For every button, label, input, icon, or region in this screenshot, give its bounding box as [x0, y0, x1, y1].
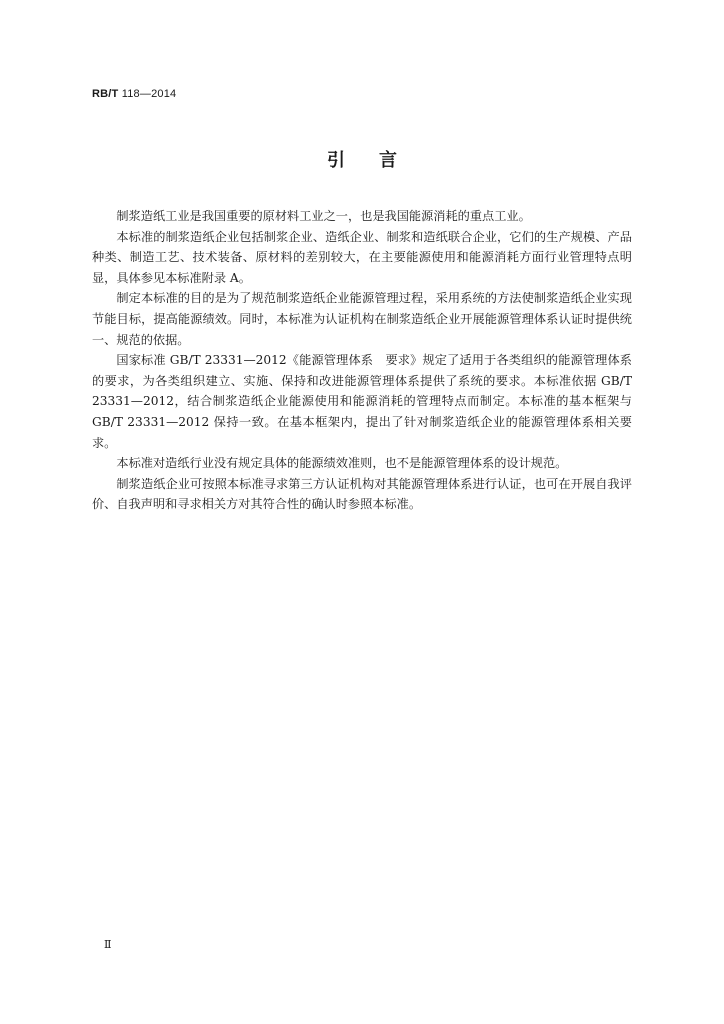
introduction-body	[92, 206, 632, 515]
page-number: Ⅱ	[104, 939, 112, 951]
paragraph-2: 本标准的制浆造纸企业包括制浆企业、造纸企业、制浆和造纸联合企业，它们的生产规模、产品种类、制造工艺、技术装备、原材料的差别较大，在主要能源使用和能源消耗方面行业管理特点明显，具体参见本标准附录 A。	[92, 229, 632, 285]
paragraph-4: 国家标准 GB/T 23331—2012《能源管理体系 要求》规定了适用于各类组织的能源管理体系的要求，为各类组织建立、实施、保持和改进能源管理体系提供了系统的要求。本标准依据 GB/T 23331—2012，结合制浆造纸企业能源使用和能源消耗的管理特点而制定。本标准的基本框架与 GB/T 23331—2012 保持一致。在基本框架内，提出了针对制浆造纸企业的能源管理体系相关要求。	[92, 353, 632, 450]
paragraph-5: 本标准对造纸行业没有规定具体的能源绩效准则，也不是能源管理体系的设计规范。	[116, 456, 568, 471]
paragraph-6: 制浆造纸企业可按照本标准寻求第三方认证机构对其能源管理体系进行认证，也可在开展自我评价、自我声明和寻求相关方对其符合性的确认时参照本标准。	[92, 476, 632, 512]
standard-number: 118—2014	[121, 88, 177, 100]
paragraph-1: 制浆造纸工业是我国重要的原材料工业之一，也是我国能源消耗的重点工业。	[116, 209, 531, 223]
section-title: 引言	[327, 150, 431, 171]
paragraph-3: 制定本标准的目的是为了规范制浆造纸企业能源管理过程，采用系统的方法使制浆造纸企业实现节能目标，提高能源绩效。同时，本标准为认证机构在制浆造纸企业开展能源管理体系认证时提供统一、规范的依据。	[92, 291, 632, 347]
standard-code-header	[92, 88, 176, 100]
standard-code: RB/T	[92, 88, 119, 100]
